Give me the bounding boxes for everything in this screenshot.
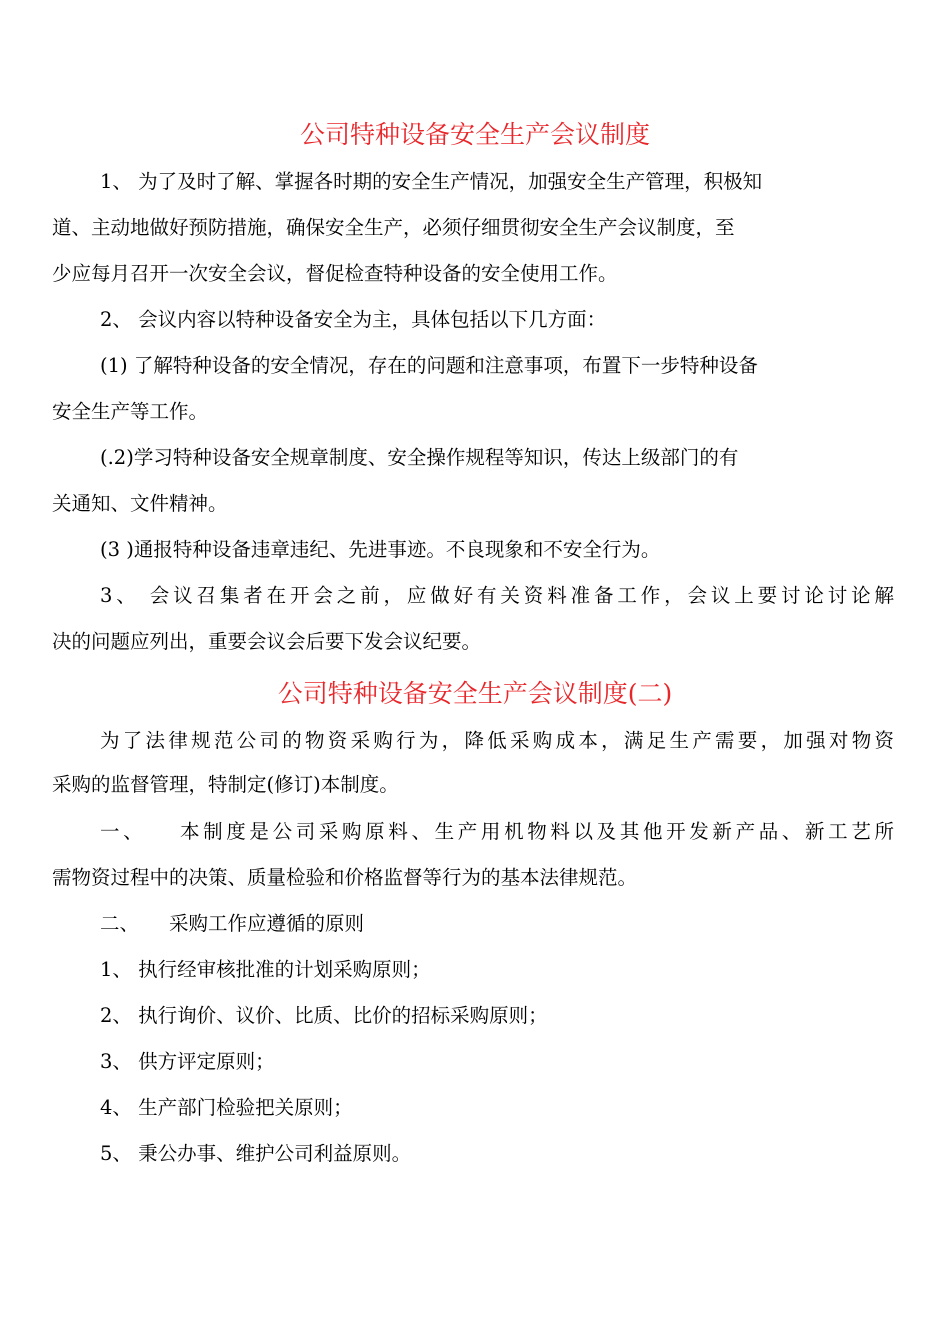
paragraph-3-line-1: 3、 会议召集者在开会之前，应做好有关资料准备工作，会议上要讨论讨论解 <box>100 584 894 607</box>
clause-one-number: 一、 <box>100 820 147 843</box>
list-item-1-line-1: (1) 了解特种设备的安全情况，存在的问题和注意事项，布置下一步特种设备 <box>100 354 758 377</box>
principle-item-2: 2、 执行询价、议价、比质、比价的招标采购原则； <box>100 1004 548 1027</box>
clause-two-number: 二、 <box>100 912 140 935</box>
paragraph-1-line-1: 1、 为了及时了解、掌握各时期的安全生产情况，加强安全生产管理，积极知 <box>100 170 763 193</box>
list-item-2-line-2: 关通知、文件精神。 <box>52 492 228 515</box>
principle-item-1: 1、 执行经审核批准的计划采购原则； <box>100 958 431 981</box>
paragraph-1-line-2: 道、主动地做好预防措施，确保安全生产，必须仔细贯彻安全生产会议制度，至 <box>52 216 735 239</box>
principle-item-3: 3、 供方评定原则； <box>100 1050 275 1073</box>
clause-one-line-1 <box>100 818 894 846</box>
list-item-1-line-2: 安全生产等工作。 <box>52 400 209 423</box>
clause-one-text: 本制度是公司采购原料、生产用机物料以及其他开发新产品、新工艺所 <box>176 820 894 843</box>
intro-line-2: 采购的监督管理，特制定(修订)本制度。 <box>52 773 399 796</box>
principle-item-4: 4、 生产部门检验把关原则； <box>100 1096 353 1119</box>
paragraph-3-line-2: 决的问题应列出，重要会议会后要下发会议纪要。 <box>52 630 482 653</box>
clause-two-text: 采购工作应遵循的原则 <box>169 912 365 935</box>
paragraph-1-line-3: 少应每月召开一次安全会议，督促检查特种设备的安全使用工作。 <box>52 262 618 285</box>
document-subtitle: 公司特种设备安全生产会议制度(二) <box>277 679 673 708</box>
document-title: 公司特种设备安全生产会议制度 <box>299 120 650 149</box>
clause-two-heading <box>100 910 364 938</box>
list-item-2-line-1: (.2)学习特种设备安全规章制度、安全操作规程等知识，传达上级部门的有 <box>100 446 739 469</box>
list-item-3: (3 )通报特种设备违章违纪、先进事迹。不良现象和不安全行为。 <box>100 538 661 561</box>
principle-item-5: 5、 秉公办事、维护公司利益原则。 <box>100 1142 412 1165</box>
clause-one-line-2: 需物资过程中的决策、质量检验和价格监督等行为的基本法律规范。 <box>52 866 638 889</box>
intro-line-1: 为了法律规范公司的物资采购行为，降低采购成本，满足生产需要，加强对物资 <box>100 729 894 752</box>
paragraph-2: 2、 会议内容以特种设备安全为主，具体包括以下几方面： <box>100 308 607 331</box>
